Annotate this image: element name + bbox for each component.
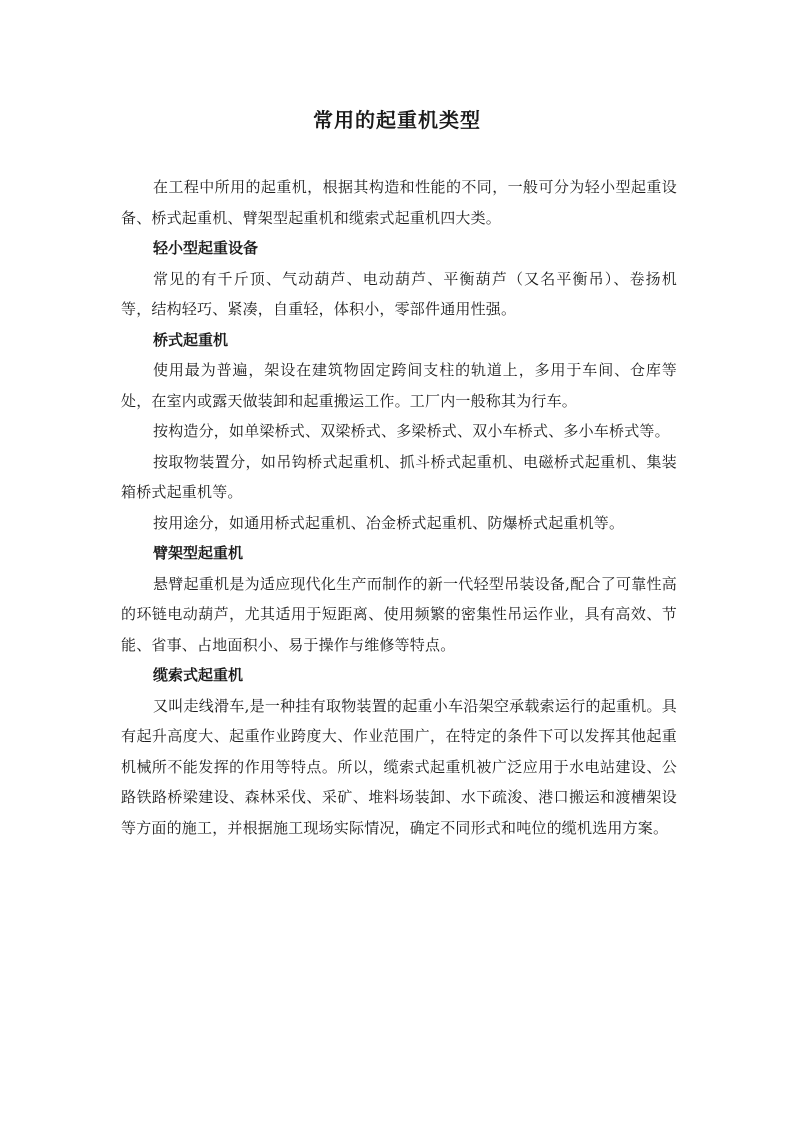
section-paragraph: 按取物装置分，如吊钩桥式起重机、抓斗桥式起重机、电磁桥式起重机、集装箱桥式起重机等。 [121, 452, 677, 501]
document-body [121, 172, 677, 843]
section-paragraph: 按用途分，如通用桥式起重机、冶金桥式起重机、防爆桥式起重机等。 [153, 513, 625, 532]
section-heading-bridge-crane: 桥式起重机 [153, 330, 229, 349]
intro-paragraph: 在工程中所用的起重机，根据其构造和性能的不同，一般可分为轻小型起重设备、桥式起重机、臂架型起重机和缆索式起重机四大类。 [121, 178, 677, 227]
section-paragraph: 使用最为普遍，架设在建筑物固定跨间支柱的轨道上，多用于车间、仓库等处，在室内或露天做装卸和起重搬运工作。工厂内一般称其为行车。 [121, 361, 677, 410]
section-paragraph: 按构造分，如单梁桥式、双梁桥式、多梁桥式、双小车桥式、多小车桥式等。 [153, 422, 670, 440]
section-paragraph: 悬臂起重机是为适应现代化生产而制作的新一代轻型吊装设备,配合了可靠性高的环链电动葫芦，尤其适用于短距离、使用频繁的密集性吊运作业，具有高效、节能、省事、占地面积小、易于操作与维修等特点。 [121, 574, 677, 654]
page-title: 常用的起重机类型 [313, 108, 481, 132]
section-heading-jib-crane: 臂架型起重机 [153, 544, 244, 562]
section-paragraph: 又叫走线滑车,是一种挂有取物装置的起重小车沿架空承载索运行的起重机。具有起升高度大、起重作业跨度大、作业范围广，在特定的条件下可以发挥其他起重机械所不能发挥的作用等特点。所以，缆索式起重机被广泛应用于水电站建设、公路铁路桥梁建设、森林采伐、采矿、堆料场装卸、水下疏浚、港口搬运和渡槽架设等方面的施工，并根据施工现场实际情况，确定不同形式和吨位的缆机选用方案。 [121, 696, 677, 837]
section-paragraph: 常见的有千斤顶、气动葫芦、电动葫芦、平衡葫芦（又名平衡吊）、卷扬机等，结构轻巧、紧凑，自重轻，体积小，零部件通用性强。 [121, 269, 677, 318]
section-heading-light-lifting: 轻小型起重设备 [153, 239, 259, 257]
section-heading-cable-crane: 缆索式起重机 [153, 666, 244, 684]
